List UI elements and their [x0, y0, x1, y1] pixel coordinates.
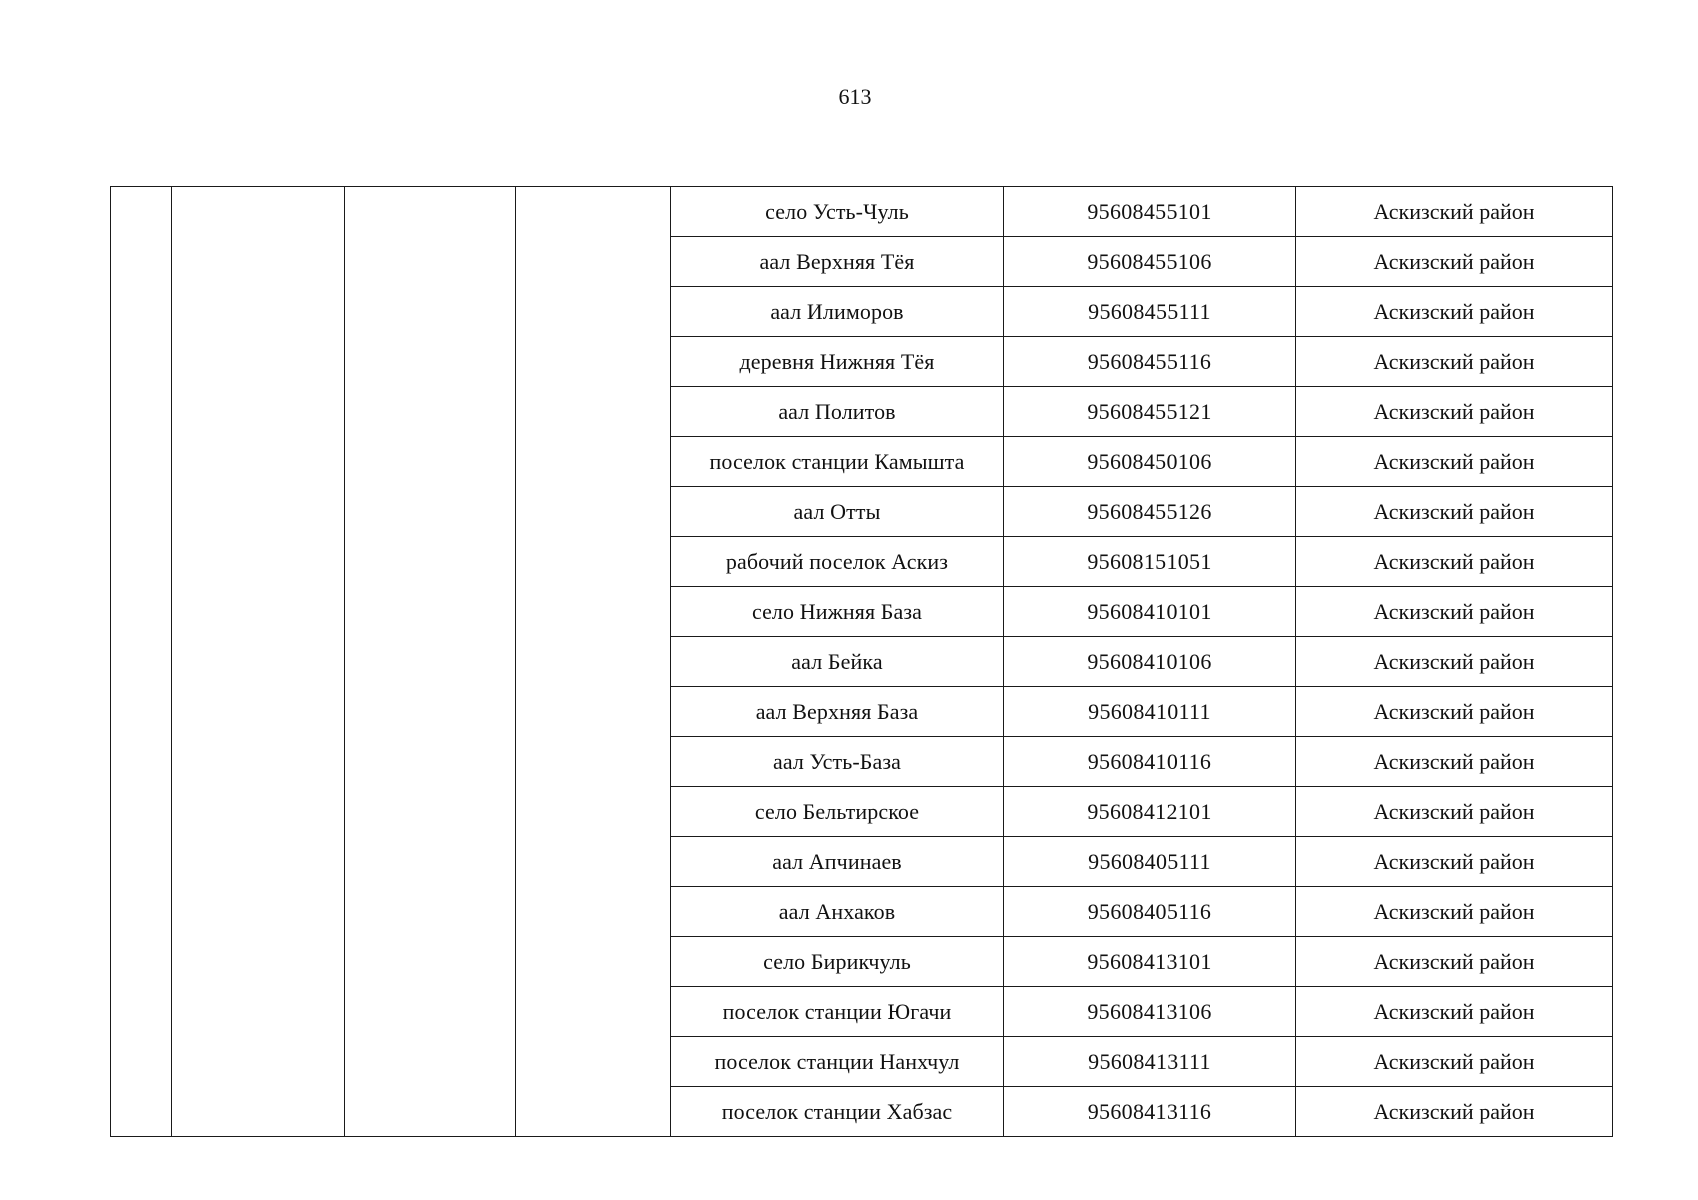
settlement-name-cell: село Усть-Чуль — [671, 187, 1004, 237]
district-cell: Аскизский район — [1296, 637, 1613, 687]
settlement-name-cell: поселок станции Хабзас — [671, 1087, 1004, 1137]
district-cell: Аскизский район — [1296, 587, 1613, 637]
blank-cell-4 — [516, 187, 671, 1137]
oktmo-code-cell: 95608413106 — [1004, 987, 1296, 1037]
settlement-name-cell: аал Усть-База — [671, 737, 1004, 787]
oktmo-code-cell: 95608455126 — [1004, 487, 1296, 537]
district-cell: Аскизский район — [1296, 287, 1613, 337]
district-cell: Аскизский район — [1296, 237, 1613, 287]
settlement-name-cell: деревня Нижняя Тёя — [671, 337, 1004, 387]
page-number: 613 — [838, 84, 872, 109]
blank-cell-1 — [111, 187, 172, 1137]
district-cell: Аскизский район — [1296, 787, 1613, 837]
district-cell: Аскизский район — [1296, 537, 1613, 587]
table-body — [111, 187, 1613, 1137]
district-cell: Аскизский район — [1296, 487, 1613, 537]
settlements-table — [110, 186, 1613, 1137]
oktmo-code-cell: 95608410106 — [1004, 637, 1296, 687]
oktmo-code-cell: 95608455106 — [1004, 237, 1296, 287]
oktmo-code-cell: 95608410101 — [1004, 587, 1296, 637]
settlement-name-cell: аал Верхняя Тёя — [671, 237, 1004, 287]
district-cell: Аскизский район — [1296, 337, 1613, 387]
settlement-name-cell: рабочий поселок Аскиз — [671, 537, 1004, 587]
oktmo-code-cell: 95608405116 — [1004, 887, 1296, 937]
district-cell: Аскизский район — [1296, 1087, 1613, 1137]
settlement-name-cell: аал Отты — [671, 487, 1004, 537]
settlement-name-cell: село Бельтирское — [671, 787, 1004, 837]
oktmo-code-cell: 95608405111 — [1004, 837, 1296, 887]
oktmo-code-cell: 95608151051 — [1004, 537, 1296, 587]
district-cell: Аскизский район — [1296, 387, 1613, 437]
blank-cell-2 — [172, 187, 345, 1137]
settlement-name-cell: аал Бейка — [671, 637, 1004, 687]
oktmo-code-cell: 95608455101 — [1004, 187, 1296, 237]
district-cell: Аскизский район — [1296, 437, 1613, 487]
settlement-name-cell: поселок станции Камышта — [671, 437, 1004, 487]
oktmo-code-cell: 95608455111 — [1004, 287, 1296, 337]
settlement-name-cell: аал Политов — [671, 387, 1004, 437]
oktmo-code-cell: 95608455121 — [1004, 387, 1296, 437]
district-cell: Аскизский район — [1296, 887, 1613, 937]
oktmo-code-cell: 95608413116 — [1004, 1087, 1296, 1137]
district-cell: Аскизский район — [1296, 1037, 1613, 1087]
blank-cell-3 — [345, 187, 516, 1137]
table-row — [111, 187, 1613, 237]
district-cell: Аскизский район — [1296, 987, 1613, 1037]
oktmo-code-cell: 95608450106 — [1004, 437, 1296, 487]
settlement-name-cell: поселок станции Югачи — [671, 987, 1004, 1037]
district-cell: Аскизский район — [1296, 687, 1613, 737]
oktmo-code-cell: 95608413111 — [1004, 1037, 1296, 1087]
settlement-name-cell: село Нижняя База — [671, 587, 1004, 637]
oktmo-code-cell: 95608413101 — [1004, 937, 1296, 987]
oktmo-code-cell: 95608410111 — [1004, 687, 1296, 737]
settlement-name-cell: аал Верхняя База — [671, 687, 1004, 737]
district-cell: Аскизский район — [1296, 187, 1613, 237]
district-cell: Аскизский район — [1296, 737, 1613, 787]
district-cell: Аскизский район — [1296, 937, 1613, 987]
settlement-name-cell: аал Илиморов — [671, 287, 1004, 337]
oktmo-code-cell: 95608412101 — [1004, 787, 1296, 837]
settlement-name-cell: поселок станции Нанхчул — [671, 1037, 1004, 1087]
settlement-name-cell: село Бирикчуль — [671, 937, 1004, 987]
oktmo-code-cell: 95608455116 — [1004, 337, 1296, 387]
settlement-name-cell: аал Апчинаев — [671, 837, 1004, 887]
district-cell: Аскизский район — [1296, 837, 1613, 887]
settlement-name-cell: аал Анхаков — [671, 887, 1004, 937]
oktmo-code-cell: 95608410116 — [1004, 737, 1296, 787]
